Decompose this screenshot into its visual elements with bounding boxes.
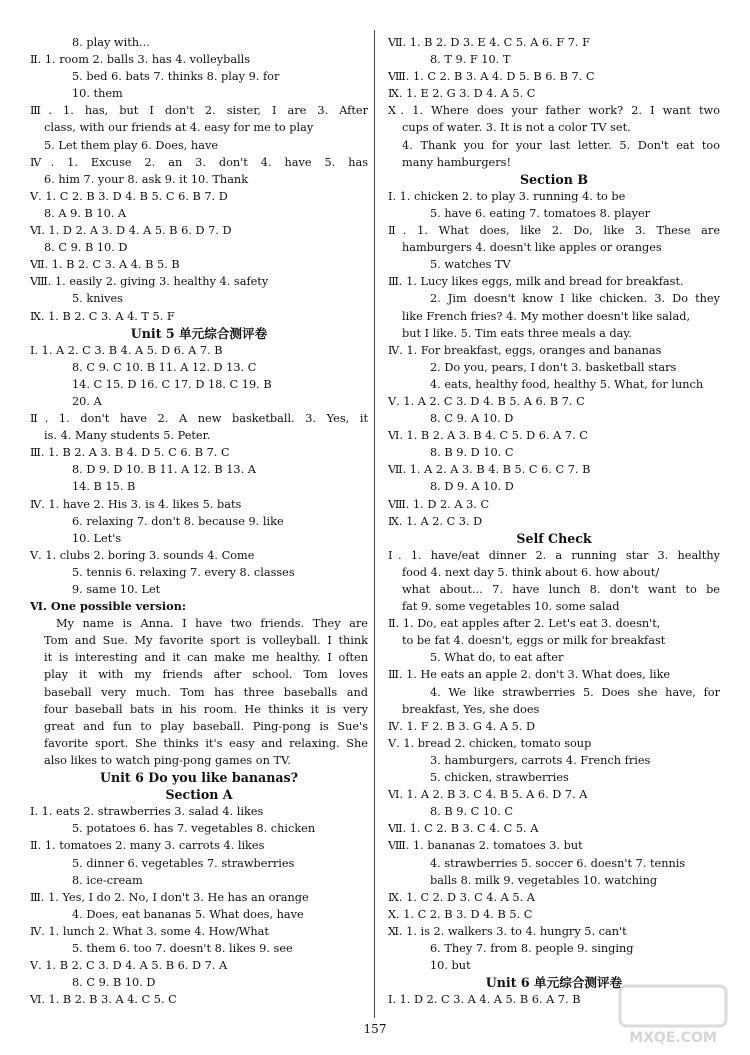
answer-line: Ⅱ. 1. don't have 2. A new basketball. 3. Yes, it — [30, 412, 368, 426]
answer-line: 8. D 9. D 10. B 11. A 12. B 13. A — [72, 463, 256, 477]
answer-line: Ⅷ. 1. easily 2. giving 3. healthy 4. safety — [30, 275, 269, 289]
answer-line: baseball very much. Tom has three baseballs and — [44, 685, 368, 699]
answer-line: Ⅷ. 1. C 2. B 3. A 4. D 5. B 6. B 7. C — [388, 70, 595, 84]
page-number: 157 — [363, 1022, 387, 1036]
section-heading: Section B — [520, 171, 588, 187]
answer-line: Ⅰ. 1. chicken 2. to play 3. running 4. to be — [388, 189, 626, 203]
left-column — [30, 34, 368, 1008]
answer-line: Ⅵ. 1. B 2. A 3. B 4. C 5. D 6. A 7. C — [388, 429, 588, 443]
answer-line: 8. C 9. A 10. D — [430, 412, 514, 426]
answer-line: 4. Thank you for your last letter. 5. Don't eat too — [402, 138, 720, 152]
right-column — [388, 34, 720, 1008]
answer-line: like French fries? 4. My mother doesn't like salad, — [402, 309, 691, 323]
answer-line: Ⅵ. 1. A 2. B 3. C 4. B 5. A 6. D 7. A — [388, 788, 588, 802]
answer-line: class, with our friends at 4. easy for me to play — [44, 121, 314, 135]
answer-line: 8. T 9. F 10. T — [430, 53, 511, 67]
answer-line: 4. eats, healthy food, healthy 5. What, for lunch — [430, 377, 704, 391]
answer-line: 10. Let's — [72, 531, 122, 545]
answer-line: 14. B 15. B — [72, 480, 136, 494]
answer-line: fat 9. some vegetables 10. some salad — [402, 600, 620, 614]
answer-line: Ⅵ. One possible version: — [30, 599, 187, 614]
answer-line: Tom and Sue. My favorite sport is volleyball. I think — [44, 634, 368, 648]
answer-line: Ⅳ. 1. Excuse 2. an 3. don't 4. have 5. has — [30, 155, 368, 169]
answer-line: 6. They 7. from 8. people 9. singing — [430, 941, 634, 955]
answer-line: 10. them — [72, 87, 123, 101]
answer-line: food 4. next day 5. think about 6. how about/ — [402, 565, 660, 579]
answer-line: Ⅹ. 1. Where does your father work? 2. I want two — [388, 104, 720, 118]
answer-line: 10. but — [430, 959, 471, 973]
answer-line: 6. him 7. your 8. ask 9. it 10. Thank — [44, 172, 249, 186]
answer-line: 14. C 15. D 16. C 17. D 18. C 19. B — [72, 377, 272, 391]
section-heading: Unit 6 Do you like bananas? — [100, 770, 298, 786]
answer-line: Ⅱ. 1. What does, like 2. Do, like 3. These are — [388, 224, 720, 238]
answer-line: 4. Does, eat bananas 5. What does, have — [72, 907, 304, 921]
answer-line: Ⅳ. 1. For breakfast, eggs, oranges and bananas — [388, 343, 662, 357]
answer-line: Ⅶ. 1. B 2. D 3. E 4. C 5. A 6. F 7. F — [388, 36, 590, 49]
answer-line: Ⅶ. 1. C 2. B 3. C 4. C 5. A — [388, 822, 539, 836]
answer-line: 3. hamburgers, carrots 4. French fries — [430, 753, 651, 767]
answer-line: Ⅰ. 1. eats 2. strawberries 3. salad 4. likes — [30, 805, 264, 819]
answer-line: Ⅷ. 1. D 2. A 3. C — [388, 497, 490, 511]
answer-line: Ⅳ. 1. F 2. B 3. G 4. A 5. D — [388, 719, 536, 733]
answer-line: My name is Anna. I have two friends. They are — [56, 617, 368, 631]
answer-line: 5. dinner 6. vegetables 7. strawberries — [72, 856, 295, 870]
answer-line: Ⅸ. 1. C 2. D 3. C 4. A 5. A — [388, 890, 535, 904]
answer-line: breakfast, Yes, she does — [402, 702, 540, 716]
answer-line: Ⅹ. 1. C 2. B 3. D 4. B 5. C — [388, 907, 533, 921]
answer-line: but I like. 5. Tim eats three meals a day. — [402, 326, 632, 340]
answer-line: 20. A — [72, 394, 102, 408]
answer-line: it is interesting and it can make me healthy. I often — [44, 651, 368, 665]
answer-line: Ⅲ. 1. B 2. A 3. B 4. D 5. C 6. B 7. C — [30, 446, 230, 460]
answer-line: Ⅱ. 1. tomatoes 2. many 3. carrots 4. likes — [30, 839, 265, 853]
answer-line: Ⅺ. 1. is 2. walkers 3. to 4. hungry 5. can't — [388, 924, 627, 938]
answer-line: 8. C 9. C 10. B 11. A 12. D 13. C — [72, 360, 257, 374]
answer-line: 5. potatoes 6. has 7. vegetables 8. chicken — [72, 822, 316, 836]
answer-line: what about... 7. have lunch 8. don't want to be — [402, 583, 720, 596]
answer-line: Ⅰ. 1. have/eat dinner 2. a running star 3. healthy — [388, 548, 720, 562]
answer-line: 4. We like strawberries 5. Does she have, for — [430, 685, 720, 699]
answer-line: Ⅲ. 1. Lucy likes eggs, milk and bread for breakfast. — [388, 275, 684, 289]
answer-line: Ⅴ. 1. clubs 2. boring 3. sounds 4. Come — [30, 548, 255, 562]
section-heading: Unit 6 单元综合测评卷 — [485, 975, 623, 991]
answer-line: hamburgers 4. doesn't like apples or oranges — [402, 241, 662, 255]
answer-line: 5. bed 6. bats 7. thinks 8. play 9. for — [72, 70, 280, 84]
answer-line: 5. What do, to eat after — [430, 651, 564, 665]
answer-line: Ⅴ. 1. A 2. C 3. D 4. B 5. A 6. B 7. C — [388, 394, 585, 408]
answer-line: 8. D 9. A 10. D — [430, 480, 514, 494]
answer-line: 6. relaxing 7. don't 8. because 9. like — [72, 514, 284, 528]
answer-line: Ⅶ. 1. A 2. A 3. B 4. B 5. C 6. C 7. B — [388, 463, 591, 477]
answer-line: also likes to watch ping-pong games on TV. — [44, 753, 291, 767]
answer-line: favorite sport. She thinks it's easy and relaxing. She — [44, 736, 368, 750]
answer-line: Ⅸ. 1. A 2. C 3. D — [388, 514, 483, 528]
answer-line: Ⅲ. 1. has, but I don't 2. sister, I are 3. After — [30, 104, 368, 118]
answer-line: Ⅰ. 1. A 2. C 3. B 4. A 5. D 6. A 7. B — [30, 343, 223, 357]
answer-line: many hamburgers! — [402, 155, 511, 169]
answer-line: Ⅸ. 1. B 2. C 3. A 4. T 5. F — [30, 309, 175, 323]
answer-line: 5. chicken, strawberries — [430, 771, 569, 785]
answer-line: 8. A 9. B 10. A — [44, 206, 127, 220]
section-heading: Unit 5 单元综合测评卷 — [130, 325, 268, 341]
answer-line: 5. Let them play 6. Does, have — [44, 138, 219, 152]
answer-line: Ⅸ. 1. E 2. G 3. D 4. A 5. C — [388, 87, 536, 101]
answer-line: 8. ice-cream — [72, 873, 143, 887]
answer-line: four baseball bats in his room. He thinks it is very — [44, 702, 368, 716]
answer-line: Ⅴ. 1. C 2. B 3. D 4. B 5. C 6. B 7. D — [30, 189, 228, 203]
answer-line: Ⅱ. 1. room 2. balls 3. has 4. volleyballs — [30, 53, 251, 67]
answer-line: Ⅰ. 1. D 2. C 3. A 4. A 5. B 6. A 7. B — [388, 993, 581, 1007]
answer-line: Ⅴ. 1. B 2. C 3. D 4. A 5. B 6. D 7. A — [30, 959, 228, 973]
answer-line: 5. watches TV — [430, 258, 511, 272]
section-heading: Self Check — [516, 530, 592, 546]
answer-line: Ⅵ. 1. B 2. B 3. A 4. C 5. C — [30, 993, 177, 1007]
answer-line: Ⅷ. 1. bananas 2. tomatoes 3. but — [388, 839, 583, 853]
answer-line: play it with my friends after school. Tom loves — [44, 668, 368, 682]
answer-line: Ⅴ. 1. bread 2. chicken, tomato soup — [388, 736, 592, 750]
answer-line: great and fun to play baseball. Ping-pong is Sue's — [44, 719, 368, 733]
answer-line: Ⅶ. 1. B 2. C 3. A 4. B 5. B — [30, 258, 180, 272]
answer-line: 8. B 9. C 10. C — [430, 805, 514, 819]
answer-line: 8. C 9. B 10. D — [72, 976, 156, 990]
answer-line: 8. C 9. B 10. D — [44, 241, 128, 255]
answer-line: 5. have 6. eating 7. tomatoes 8. player — [430, 206, 651, 220]
answer-line: to be fat 4. doesn't, eggs or milk for breakfast — [402, 634, 666, 648]
answer-line: 8. play with... — [72, 36, 150, 49]
watermark-logo — [618, 982, 728, 1048]
answer-line: 2. Do you, pears, I don't 3. basketball stars — [430, 360, 677, 374]
section-heading: Section A — [165, 787, 233, 803]
answer-line: 2. Jim doesn't know I like chicken. 3. Do they — [430, 292, 720, 306]
answer-line: Ⅵ. 1. D 2. A 3. D 4. A 5. B 6. D 7. D — [30, 224, 232, 238]
answer-line: Ⅲ. 1. Yes, I do 2. No, I don't 3. He has an orange — [30, 890, 309, 904]
answer-line: Ⅲ. 1. He eats an apple 2. don't 3. What does, like — [388, 668, 671, 682]
answer-line: 5. them 6. too 7. doesn't 8. likes 9. see — [72, 941, 293, 955]
answer-line: 5. tennis 6. relaxing 7. every 8. classes — [72, 565, 295, 579]
svg-text:MXQE.COM: MXQE.COM — [629, 1030, 717, 1046]
answer-line: balls 8. milk 9. vegetables 10. watching — [430, 873, 658, 887]
answer-line: is. 4. Many students 5. Peter. — [44, 429, 211, 443]
answer-line: Ⅳ. 1. have 2. His 3. is 4. likes 5. bats — [30, 497, 242, 511]
answer-line: Ⅱ. 1. Do, eat apples after 2. Let's eat 3. doesn't, — [388, 617, 661, 631]
answer-line: Ⅳ. 1. lunch 2. What 3. some 4. How/What — [30, 924, 269, 938]
column-divider — [374, 30, 375, 1018]
answer-line: 9. same 10. Let — [72, 583, 161, 596]
answer-line: 8. B 9. D 10. C — [430, 446, 514, 460]
answer-line: 5. knives — [72, 292, 123, 306]
answer-line: cups of water. 3. It is not a color TV set. — [402, 121, 631, 135]
answer-line: 4. strawberries 5. soccer 6. doesn't 7. tennis — [430, 856, 686, 870]
